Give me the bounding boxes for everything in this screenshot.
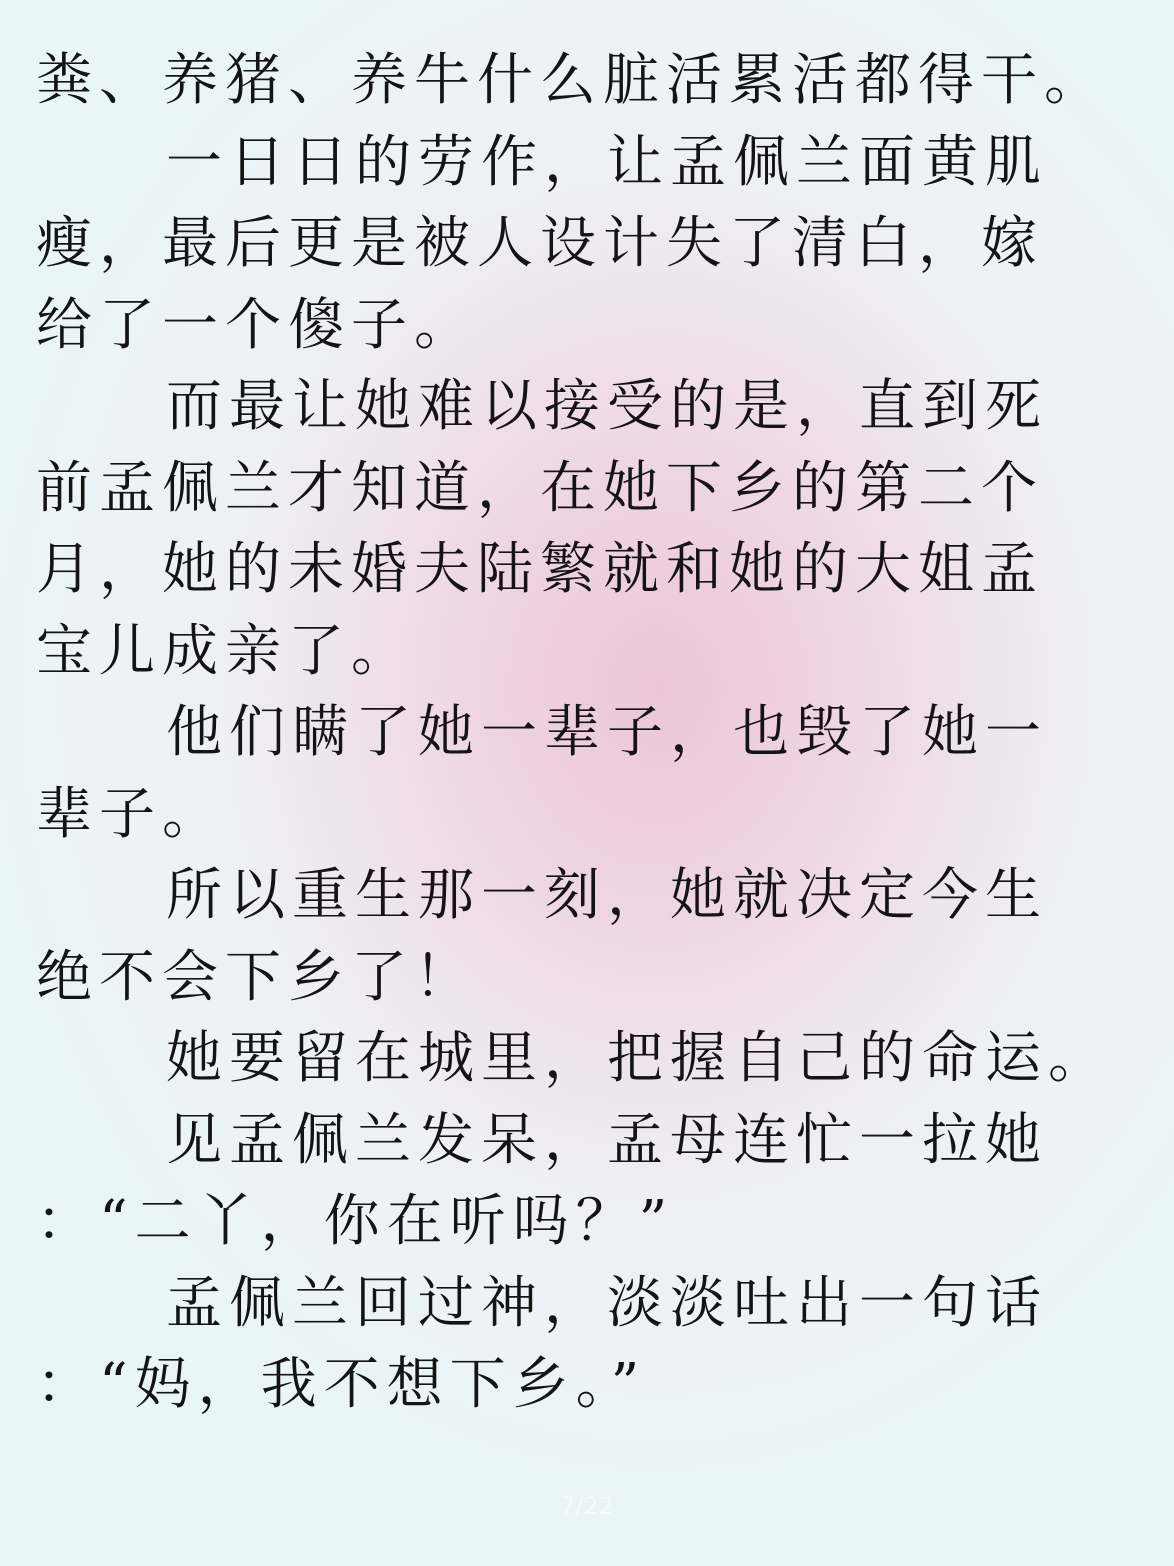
text-line: 绝不会下乡了！: [36, 944, 477, 1010]
text-line: 给了一个傻子。: [36, 292, 477, 358]
text-line: 月，她的未婚夫陆繁就和她的大姐孟: [36, 537, 1044, 602]
text-line: 辈子。: [36, 781, 225, 847]
text-line: ：“妈，我不想下乡。”: [36, 1352, 647, 1417]
page-indicator: 7/22: [560, 1492, 614, 1520]
text-line: 粪、养猪、养牛什么脏活累活都得干。: [36, 48, 1107, 113]
text-line: 所以重生那一刻，她就决定今生: [166, 863, 1048, 928]
text-line: 她要留在城里，把握自己的命运。: [166, 1026, 1111, 1091]
text-line: 一日日的劳作，让孟佩兰面黄肌: [166, 129, 1048, 195]
text-line: 瘦，最后更是被人设计失了清白，嫁: [36, 211, 1044, 276]
text-line: 孟佩兰回过神，淡淡吐出一句话: [166, 1270, 1048, 1336]
text-line: 宝儿成亲了。: [36, 618, 414, 684]
text-line: 见孟佩兰发呆，孟母连忙一拉她: [166, 1107, 1048, 1173]
text-line: 他们瞒了她一辈子，也毁了她一: [166, 700, 1048, 765]
text-line: 前孟佩兰才知道，在她下乡的第二个: [36, 455, 1044, 521]
text-line: ：“二丫，你在听吗？”: [36, 1189, 675, 1254]
story-text: [36, 40, 1146, 1426]
text-line: 而最让她难以接受的是，直到死: [166, 374, 1048, 439]
